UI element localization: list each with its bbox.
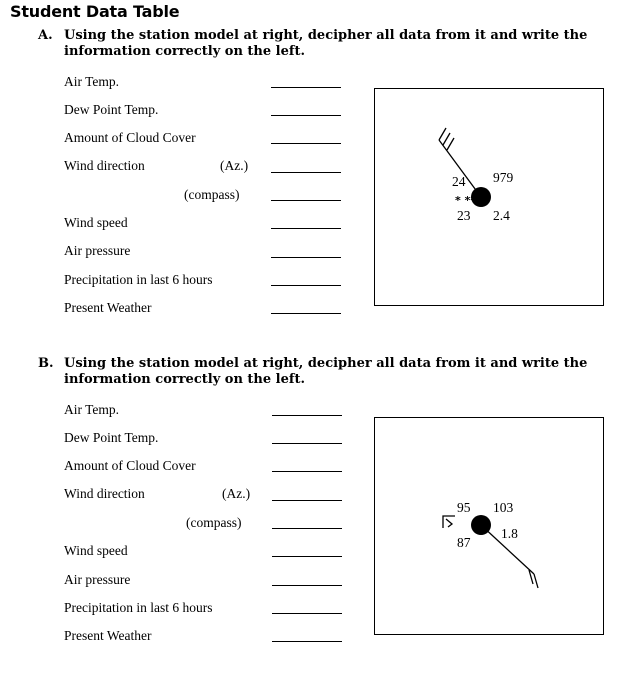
section-b-text: Using the station model at right, decipher all data from it and write the information correctly on the left. — [64, 356, 588, 387]
field-wind-speed-a: Wind speed — [64, 215, 128, 230]
field-precipitation-a: Precipitation in last 6 hours — [64, 272, 213, 287]
pressure-b: 103 — [493, 500, 514, 515]
field-az-b: (Az.) — [222, 486, 251, 501]
station-circle-b — [471, 515, 491, 535]
dew-point-a: 23 — [457, 208, 471, 223]
precipitation-a: 2.4 — [493, 208, 510, 223]
field-cloud-cover-b: Amount of Cloud Cover — [64, 458, 196, 473]
field-air-temp-b: Air Temp. — [64, 402, 120, 417]
field-precipitation-b: Precipitation in last 6 hours — [64, 600, 213, 615]
section-a-letter: A. — [38, 28, 53, 43]
present-weather-symbol-a: * ** — [455, 194, 477, 207]
page-title: Student Data Table — [10, 2, 180, 21]
field-present-weather-a: Present Weather — [64, 300, 152, 315]
dew-point-b: 87 — [457, 535, 471, 550]
field-air-pressure-b: Air pressure — [64, 572, 131, 587]
field-compass-b: (compass) — [186, 515, 242, 530]
field-air-pressure-a: Air pressure — [64, 243, 131, 258]
field-dew-point-a: Dew Point Temp. — [64, 102, 159, 117]
field-dew-point-b: Dew Point Temp. — [64, 430, 159, 445]
field-wind-direction-b: Wind direction — [64, 486, 145, 501]
temperature-a: 24 — [452, 174, 466, 189]
precipitation-b: 1.8 — [501, 526, 518, 541]
section-b-letter: B. — [38, 356, 54, 371]
weather-arrow-b — [446, 519, 452, 527]
field-wind-speed-b: Wind speed — [64, 543, 128, 558]
station-model-b — [443, 500, 538, 588]
wind-barb-full-a — [439, 128, 446, 140]
wind-barb-full-b — [534, 574, 538, 588]
temperature-b: 95 — [457, 500, 471, 515]
section-a-text: Using the station model at right, decipher all data from it and write the information correctly on the left. — [64, 28, 588, 59]
wind-barb-full-a — [443, 133, 450, 145]
field-az-a: (Az.) — [220, 158, 249, 173]
station-model-a — [439, 128, 514, 223]
pressure-a: 979 — [493, 170, 514, 185]
field-present-weather-b: Present Weather — [64, 628, 152, 643]
field-wind-direction-a: Wind direction — [64, 158, 145, 173]
field-cloud-cover-a: Amount of Cloud Cover — [64, 130, 196, 145]
wind-barb-full-a — [447, 138, 454, 150]
field-compass-a: (compass) — [184, 187, 240, 202]
field-air-temp-a: Air Temp. — [64, 74, 120, 89]
